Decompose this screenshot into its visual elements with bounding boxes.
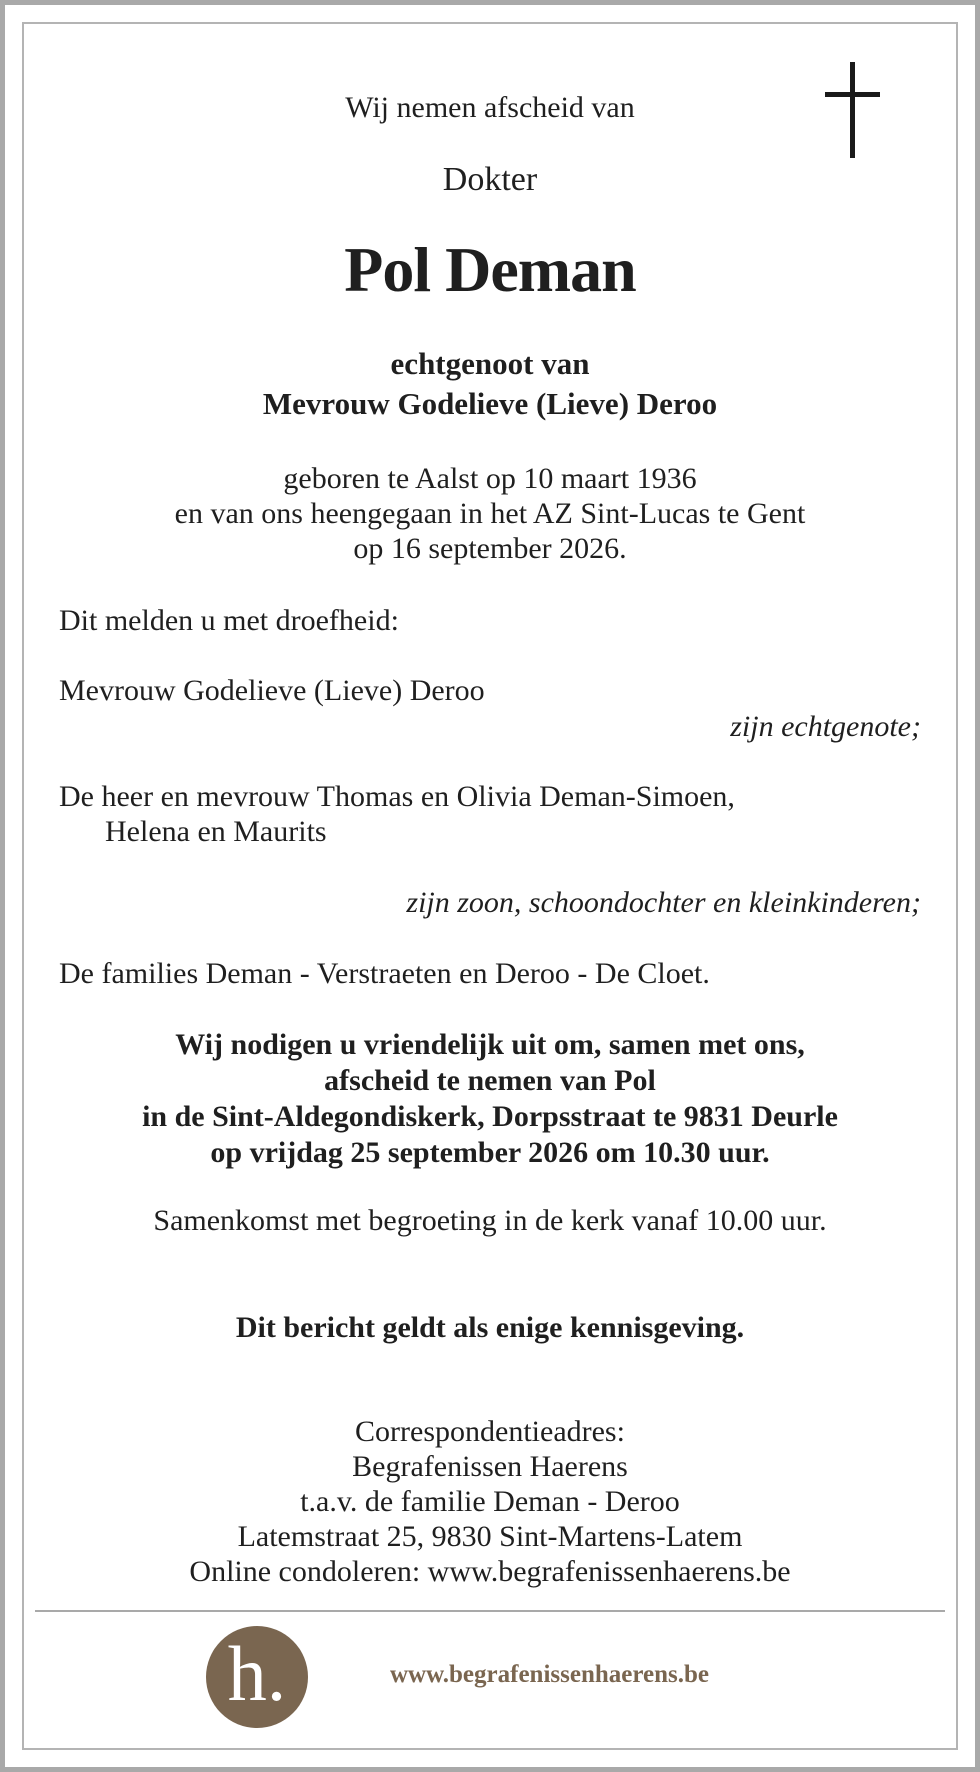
spouse-line-2: Mevrouw Godelieve (Lieve) Deroo — [262, 386, 718, 421]
title-prefix: Dokter — [442, 161, 538, 198]
gathering-info: Samenkomst met begroeting in de kerk vanaf 10.00 uur. — [153, 1204, 827, 1237]
funeral-home-logo: h. — [206, 1626, 308, 1728]
correspondence-address: Latemstraat 25, 9830 Sint-Martens-Latem — [237, 1520, 743, 1553]
correspondence-attention: t.a.v. de familie Deman - Deroo — [300, 1485, 680, 1518]
spouse-relation: zijn echtgenote; — [730, 710, 921, 743]
notice-text: Dit bericht geldt als enige kennisgeving. — [235, 1311, 745, 1344]
footer-divider — [35, 1610, 945, 1612]
invitation-line-3: in de Sint-Aldegondiskerk, Dorpsstraat te 9831 Deurle — [142, 1100, 838, 1133]
birth-line-2: en van ons heengegaan in het AZ Sint-Lucas te Gent — [174, 497, 806, 530]
footer-website-link[interactable]: www.begrafenissenhaerens.be — [390, 1661, 709, 1688]
invitation-line-2: afscheid te nemen van Pol — [324, 1064, 656, 1097]
spouse-name: Mevrouw Godelieve (Lieve) Deroo — [59, 674, 485, 707]
invitation-line-1: Wij nodigen u vriendelijk uit om, samen met ons, — [175, 1028, 805, 1061]
invitation-line-4: op vrijdag 25 september 2026 om 10.30 uur. — [210, 1136, 770, 1169]
son-line-2: Helena en Maurits — [105, 815, 327, 848]
correspondence-company: Begrafenissen Haerens — [352, 1450, 628, 1483]
birth-line-3: op 16 september 2026. — [353, 532, 627, 565]
son-line-1: De heer en mevrouw Thomas en Olivia Deman-Simoen, — [59, 780, 735, 813]
birth-line-1: geboren te Aalst op 10 maart 1936 — [283, 462, 697, 495]
online-condolences: Online condoleren: www.begrafenissenhaerens.be — [189, 1555, 791, 1588]
intro-text: Wij nemen afscheid van — [345, 91, 635, 124]
deceased-name: Pol Deman — [344, 234, 636, 305]
announcement: Dit melden u met droefheid: — [59, 604, 399, 637]
extended-families: De families Deman - Verstraeten en Deroo - De Cloet. — [59, 957, 710, 990]
son-relation: zijn zoon, schoondochter en kleinkinderen; — [406, 886, 921, 919]
spouse-line-1: echtgenoot van — [390, 346, 590, 381]
correspondence-heading: Correspondentieadres: — [355, 1415, 625, 1448]
